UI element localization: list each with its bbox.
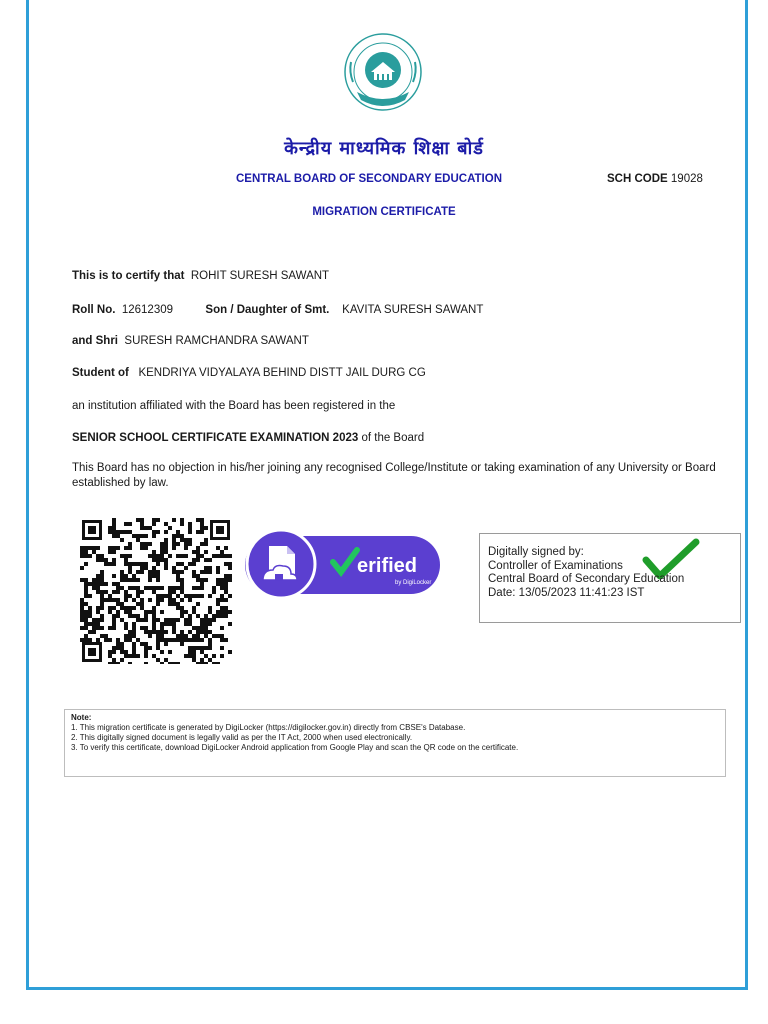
note-heading: Note: (71, 713, 92, 722)
note-item: 3. To verify this certificate, download DigiLocker Android application from Google Play and scan the QR code on the certificate. (71, 743, 519, 752)
roll-value: 12612309 (121, 304, 174, 316)
note-box (64, 709, 726, 777)
board-name-hindi: केन्द्रीय माध्यमिक शिक्षा बोर्ड (284, 138, 484, 159)
father-line (72, 335, 309, 347)
signature-line-4: Date: 13/05/2023 11:41:23 IST (488, 586, 645, 599)
school-line (72, 367, 426, 379)
signature-line-2: Controller of Examinations (488, 559, 623, 572)
cbse-seal-logo (343, 32, 423, 112)
school-code-label: SCH CODE (607, 173, 668, 185)
by-digilocker-text: by DigiLocker (395, 580, 432, 586)
father-label: and Shri (72, 335, 119, 347)
signature-line-1: Digitally signed by: (488, 546, 584, 558)
objection-text: This Board has no objection in his/her joining any recognised College/Institute or taking examination of any University or Board established by law. (72, 462, 716, 489)
note-item: 1. This migration certificate is generated by DigiLocker (https://digilocker.gov.in) directly from CBSE's Database. (71, 723, 466, 732)
lock-icon (275, 574, 283, 580)
affiliation-text: an institution affiliated with the Board has been registered in the (72, 400, 396, 412)
certify-label: This is to certify that (72, 270, 185, 282)
exam-line (72, 432, 424, 444)
student-name: ROHIT SURESH SAWANT (190, 270, 330, 282)
parent-label: Son / Daughter of Smt. (205, 304, 330, 316)
verified-text: erified (357, 555, 418, 577)
school-code-value: 19028 (670, 173, 703, 185)
signature-line-3: Central Board of Secondary Education (488, 573, 685, 585)
certify-line (72, 270, 329, 282)
digital-signature-box (479, 533, 741, 623)
father-name: SURESH RAMCHANDRA SAWANT (124, 335, 309, 347)
roll-line (72, 304, 483, 316)
board-name-english: CENTRAL BOARD OF SECONDARY EDUCATION (236, 173, 502, 185)
digilocker-verified-badge (245, 528, 440, 600)
certificate-title: MIGRATION CERTIFICATE (312, 206, 456, 218)
signature-text (488, 546, 684, 600)
qr-code[interactable] (80, 518, 232, 664)
roll-label: Roll No. (72, 304, 116, 316)
school-name: KENDRIYA VIDYALAYA BEHIND DISTT JAIL DURG CG (138, 367, 426, 379)
school-label: Student of (72, 367, 129, 379)
mother-name: KAVITA SURESH SAWANT (342, 304, 484, 316)
exam-suffix: of the Board (361, 432, 425, 444)
note-item: 2. This digitally signed document is legally valid as per the IT Act, 2000 when used electronically. (71, 733, 413, 742)
exam-name: SENIOR SCHOOL CERTIFICATE EXAMINATION 2023 (72, 432, 359, 444)
school-code (607, 173, 703, 185)
